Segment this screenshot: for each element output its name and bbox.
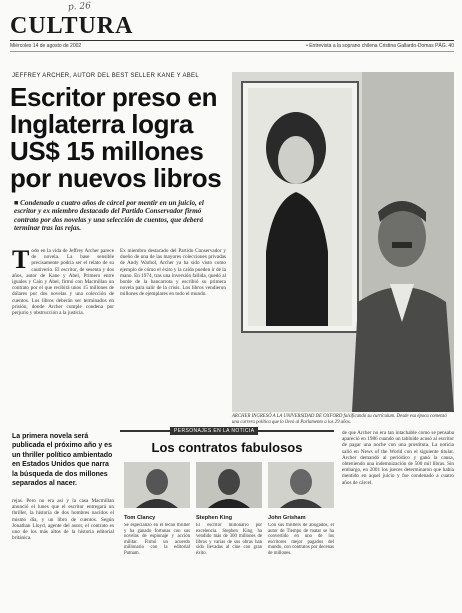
pull-quote: La primera novela será publicada el próximo año y es un thriller político ambientado en Estados Unidos que narra la búsqueda de dos millones separados al nacer. [12,433,113,488]
article-column-1-continued: rejas. Pero no era así y la casa Macmillan anunció el lunes que el escritor entregará un thriller, la historia de dos hombres nacidos el mismo día, y un libro de cuentos. Según Jonathan Lloyd, agente del autor, el contrato es uno de los más altos de la historia editorial británica. [12,498,114,542]
archer-photo-illustration [232,72,454,412]
handwritten-note: p. 26 [67,1,92,13]
article-kicker: JEFFREY ARCHER, AUTOR DEL BEST SELLER KANE Y ABEL [12,73,199,79]
article-column-2: Ex miembro destacado del Partido Conservador y dueño de una de las mayores colecciones privadas de Andy Warhol, Archer ya ha sido visto como ejemplo de cómo el éxito y la caída pueden ir de la mano. En 1974, tras una inversión fallida, quedó al borde de la bancarrota y escribió su primera novela para salir de la crisis. Los libros vendieron millones de ejemplares en todo el mundo. [120,248,226,298]
author-card [268,462,334,613]
sidebar-title: Los contratos fabulosos [151,440,303,455]
author-name: Stephen King [196,515,233,521]
author-text: El escritor millonario por excelencia. Stephen King ha vendido más de 300 millones de libros y varias de sus obras han sido llevadas al cine con gran éxito. [196,523,262,556]
article-column-4: de que Archer no era tan intachable como se pensaba apareció en 1986 cuando un tabloide acusó al escritor de pagar una noche con una prostituta. La noticia salió en News of the World con el siguiente titular. Archer demandó al periódico y ganó la causa, obteniendo una indemnización de 500 mil libras. Sin embargo, en 2001 los jueces determinaron que había mentido en aquel juicio y fue condenado a cuatro años de cárcel. [342,430,454,486]
author-card [124,462,190,613]
article-column-1-text: odo en la vida de Jeffrey Archer parece de novela. La base sensible precisamente podría ser el relato de su cautiverio. El escritor, de sesenta y dos años, autor de Kane y Abel, Primero entre iguales y Caín y Abel, firmó con Macmillan un contrato por el que recibirá unos 15 millones de dólares por dos novelas y una colección de cuentos. Los libros deberán ser terminados en prisión, donde Archer cumple condena por perjurio y obstrucción a la justicia. [12,248,114,317]
author-photo [268,462,334,508]
page-reference: • Entrevista a la soprano chilena Cristina Gallardo-Domas PÁG. 40 [306,43,454,49]
issue-date: Miércoles 14 de agosto de 2002 [10,43,82,49]
author-photo [124,462,190,508]
article-deck: ■ Condenado a cuatro años de cárcel por mentir en un juicio, el escritor y ex miembro destacado del Partido Conservador firmó contrato por dos novelas y una selección de cuentos, que deberá terminar tras las rejas. [14,199,204,233]
sidebar-label: PERSONAJES EN LA NOTICIA [170,427,258,435]
photo-caption: ARCHER INGRESÓ A LA UNIVERSIDAD DE OXFORD falsificando su currículum. Desde esa época comenzó una carrera política que lo llevó al Parlamento a los 29 años. [232,414,447,425]
author-photo [196,462,262,508]
author-text: Con sus thrillers de abogados, el autor de Tiempo de matar se ha convertido en uno de los escritores mejor pagados del mundo, con contratos por decenas de millones. [268,523,334,556]
archer-photo [232,72,454,412]
drop-cap: T [12,248,30,274]
author-text: Se especializó en el tecno thriller y ha ganado fortunas con sus novelas de espionaje y acción militar. Firmó un acuerdo millonario con la editorial Putnam. [124,523,190,556]
article-headline: Escritor preso en Inglaterra logra US$ 15 millones por nuevos libros [10,82,222,193]
author-card [196,462,262,613]
header-rule [10,40,454,41]
author-name: John Grisham [268,515,306,521]
article-column-1 [12,248,114,424]
header-rule-thin [10,51,454,52]
section-title: CULTURA [10,13,134,39]
author-name: Tom Clancy [124,515,156,521]
